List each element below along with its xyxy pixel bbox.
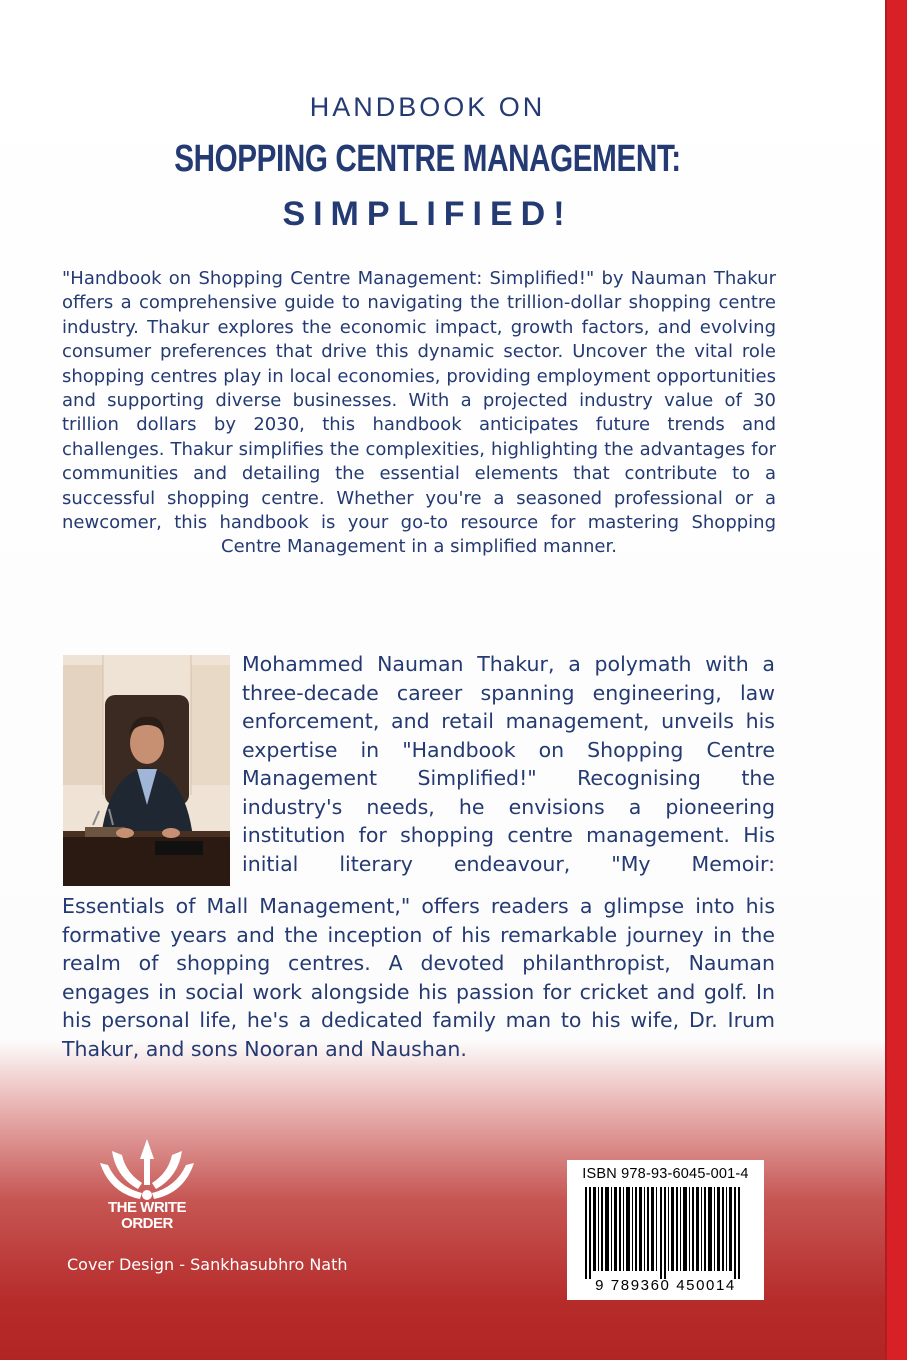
isbn-barcode xyxy=(567,1160,764,1300)
author-bio-top: Mohammed Nauman Thakur, a polymath with a three-decade career spanning engineering, law enforcement, and retail management, unveils his expertise in "Handbook on Shopping Centre Management Simplified!" Recognising the industry's needs, he envisions a pioneering institution for shopping centre management. His initial literary endeavour, "My Memoir: xyxy=(242,652,775,876)
spine-edge xyxy=(885,0,907,1360)
publisher-name-line-1: THE WRITE xyxy=(108,1199,186,1216)
author-photo-illustration xyxy=(63,655,230,886)
cover-design-credit: Cover Design - Sankhasubhro Nath xyxy=(67,1255,348,1274)
author-bio-bottom: Essentials of Mall Management," offers readers a glimpse into his formative years and the inception of his remarkable journey in the realm of shopping centres. A devoted philanthropist, Nauman engages in social work alongside his passion for cricket and golf. In his personal life, he's a dedicated family man to his wife, Dr. Irum Thakur, and sons Nooran and Naushan. xyxy=(62,894,775,1061)
title-line-3: SIMPLIFIED! xyxy=(282,195,573,233)
publisher-logo-text xyxy=(78,1200,216,1232)
barcode-digits: 9 789360 450014 xyxy=(595,1277,736,1294)
publisher-name-line-2: ORDER xyxy=(121,1215,173,1232)
book-blurb: "Handbook on Shopping Centre Management: Simplified!" by Nauman Thakur offers a comprehensive guide to navigating the trillion-dollar shopping centre industry. Thakur explores the economic impact, growth factors, and evolving consumer preferences that drive this dynamic sector. Uncover the vital role shopping centres play in local economies, providing employment opportunities and supporting diverse businesses. With a projected industry value of 30 trillion dollars by 2030, this handbook anticipates future trends and challenges. Thakur simplifies the complexities, highlighting the advantages for communities and detailing the essential elements that contribute to a successful shopping centre. Whether you're a seasoned professional or a newcomer, this handbook is your go-to resource for mastering Shopping Centre Management in a simplified manner. xyxy=(62,268,776,558)
title-line-1: HANDBOOK ON xyxy=(309,92,546,122)
title-line-2: SHOPPING CENTRE MANAGEMENT: xyxy=(174,138,681,180)
barcode-bars xyxy=(579,1187,752,1279)
author-photo xyxy=(63,655,230,886)
isbn-label: ISBN 978-93-6045-001-4 xyxy=(582,1166,749,1182)
